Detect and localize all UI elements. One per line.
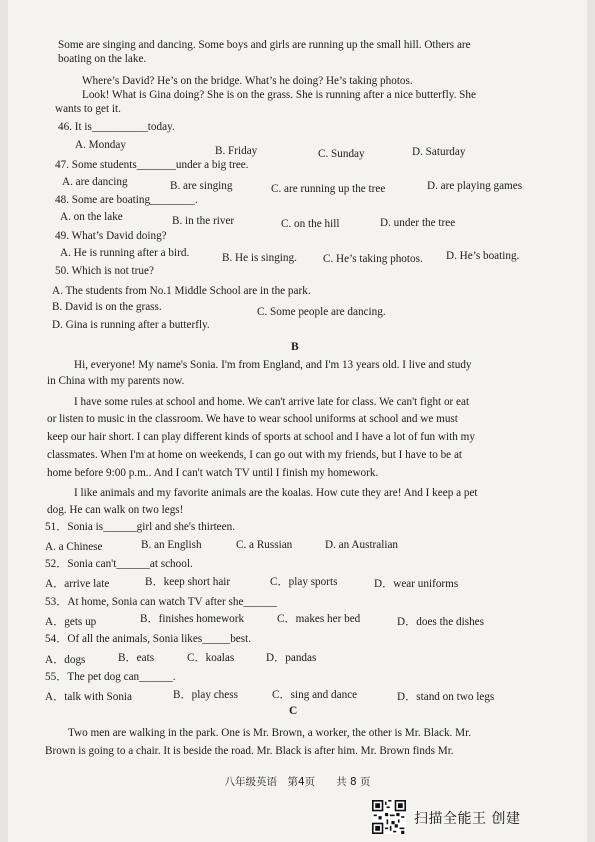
answer-option[interactable]: D．pandas [266,652,317,664]
scanner-watermark: 扫描全能王 创建 [414,811,521,827]
answer-option[interactable]: C. are running up the tree [271,183,386,195]
answer-option[interactable]: D．wear uniforms [374,578,459,590]
answer-option[interactable]: B. an English [141,539,202,551]
question-stem: 51．Sonia is______girl and she's thirteen. [45,521,236,533]
answer-option[interactable]: B．eats [118,652,155,664]
question-stem: 53．At home, Sonia can watch TV after she______ [45,596,277,608]
passage-c-line: Brown is going to a chair. It is beside the road. Mr. Black is after him. Mr. Brown finds Mr. [45,745,454,757]
passage-b-line: home before 9:00 p.m.. And I can't watch TV until I finish my homework. [47,467,379,479]
answer-option[interactable]: B．play chess [173,689,238,701]
passage-a-line: Where’s David? He’s on the bridge. What’s he doing? He’s taking photos. [82,75,413,87]
answer-option[interactable]: A．dogs [45,654,86,666]
qr-code-icon [372,800,406,834]
question-stem: 46. It is__________today. [58,121,175,133]
answer-option[interactable]: C．sing and dance [272,689,358,701]
question-stem: 54．Of all the animals, Sonia likes_____best. [45,633,252,645]
answer-option[interactable]: A．gets up [45,616,97,628]
answer-option[interactable]: A. The students from No.1 Middle School are in the park. [52,285,311,297]
answer-option[interactable]: C. a Russian [236,539,293,551]
answer-option[interactable]: B．finishes homework [140,613,245,625]
answer-option[interactable]: D. under the tree [380,217,456,229]
answer-option[interactable]: C．koalas [187,652,235,664]
question-stem: 50. Which is not true? [55,265,154,277]
answer-option[interactable]: A. on the lake [60,211,123,223]
answer-option[interactable]: A．talk with Sonia [45,691,133,703]
answer-option[interactable]: A．arrive late [45,578,110,590]
answer-option[interactable]: D. He’s boating. [446,250,520,262]
passage-a-line: boating on the lake. [58,53,147,65]
answer-option[interactable]: D. Gina is running after a butterfly. [52,319,210,331]
answer-option[interactable]: C. Some people are dancing. [257,306,386,318]
question-stem: 47. Some students_______under a big tree. [55,159,249,171]
answer-option[interactable]: D．stand on two legs [397,691,495,703]
answer-option[interactable]: B. Friday [215,145,258,157]
passage-c-line: Two men are walking in the park. One is Mr. Brown, a worker, the other is Mr. Black. Mr. [68,727,471,739]
passage-a-line: wants to get it. [55,103,121,115]
answer-option[interactable]: B. in the river [172,215,235,227]
passage-b-line: classmates. When I'm at home on weekends, I can go out with my friends, but I have to be at [47,449,463,461]
section-label: B [291,341,299,353]
answer-option[interactable]: C. Sunday [318,148,365,160]
passage-b-line: keep our hair short. I can play different kinds of sports at school and I have a lot of fun with my [47,431,475,443]
answer-option[interactable]: A. He is running after a bird. [60,247,190,259]
scan-edge-right [587,0,595,842]
passage-b-line: or listen to music in the classroom. We have to wear school uniforms at school and we must [47,413,458,425]
passage-b-line: dog. He can walk on two legs! [47,504,184,516]
passage-b-line: I like animals and my favorite animals are the koalas. How cute they are! And I keep a pet [74,487,478,499]
answer-option[interactable]: C．play sports [270,576,338,588]
answer-option[interactable]: D. an Australian [325,539,399,551]
answer-option[interactable]: B. He is singing. [222,252,297,264]
answer-option[interactable]: A. a Chinese [45,541,103,553]
question-stem: 49. What’s David doing? [55,230,167,242]
passage-a-line: Look! What is Gina doing? She is on the grass. She is running after a nice butterfly. She [82,89,476,101]
answer-option[interactable]: D. are playing games [427,180,523,192]
answer-option[interactable]: A. are dancing [62,176,128,188]
question-stem: 52．Sonia can't______at school. [45,558,193,570]
answer-option[interactable]: C．makes her bed [277,613,361,625]
answer-option[interactable]: A. Monday [75,139,126,151]
question-stem: 48. Some are boating________. [55,194,198,206]
answer-option[interactable]: B．keep short hair [145,576,231,588]
answer-option[interactable]: D. Saturday [412,146,466,158]
passage-b-line: Hi, everyone! My name's Sonia. I'm from England, and I'm 13 years old. I live and study [74,359,472,371]
passage-a-line: Some are singing and dancing. Some boys and girls are running up the small hill. Others are [58,39,471,51]
answer-option[interactable]: C. He’s taking photos. [323,253,423,265]
answer-option[interactable]: C. on the hill [281,218,340,230]
scan-edge-left [0,0,8,842]
passage-b-line: in China with my parents now. [47,375,185,387]
question-stem: 55．The pet dog can______. [45,671,176,683]
answer-option[interactable]: B. David is on the grass. [52,301,162,313]
answer-option[interactable]: D．does the dishes [397,616,485,628]
answer-option[interactable]: B. are singing [170,180,233,192]
passage-b-line: I have some rules at school and home. We can't arrive late for class. We can't fight or eat [74,396,470,408]
section-label: C [289,705,298,717]
page-footer: 八年级英语 第4页 共 8 页 [224,776,371,788]
